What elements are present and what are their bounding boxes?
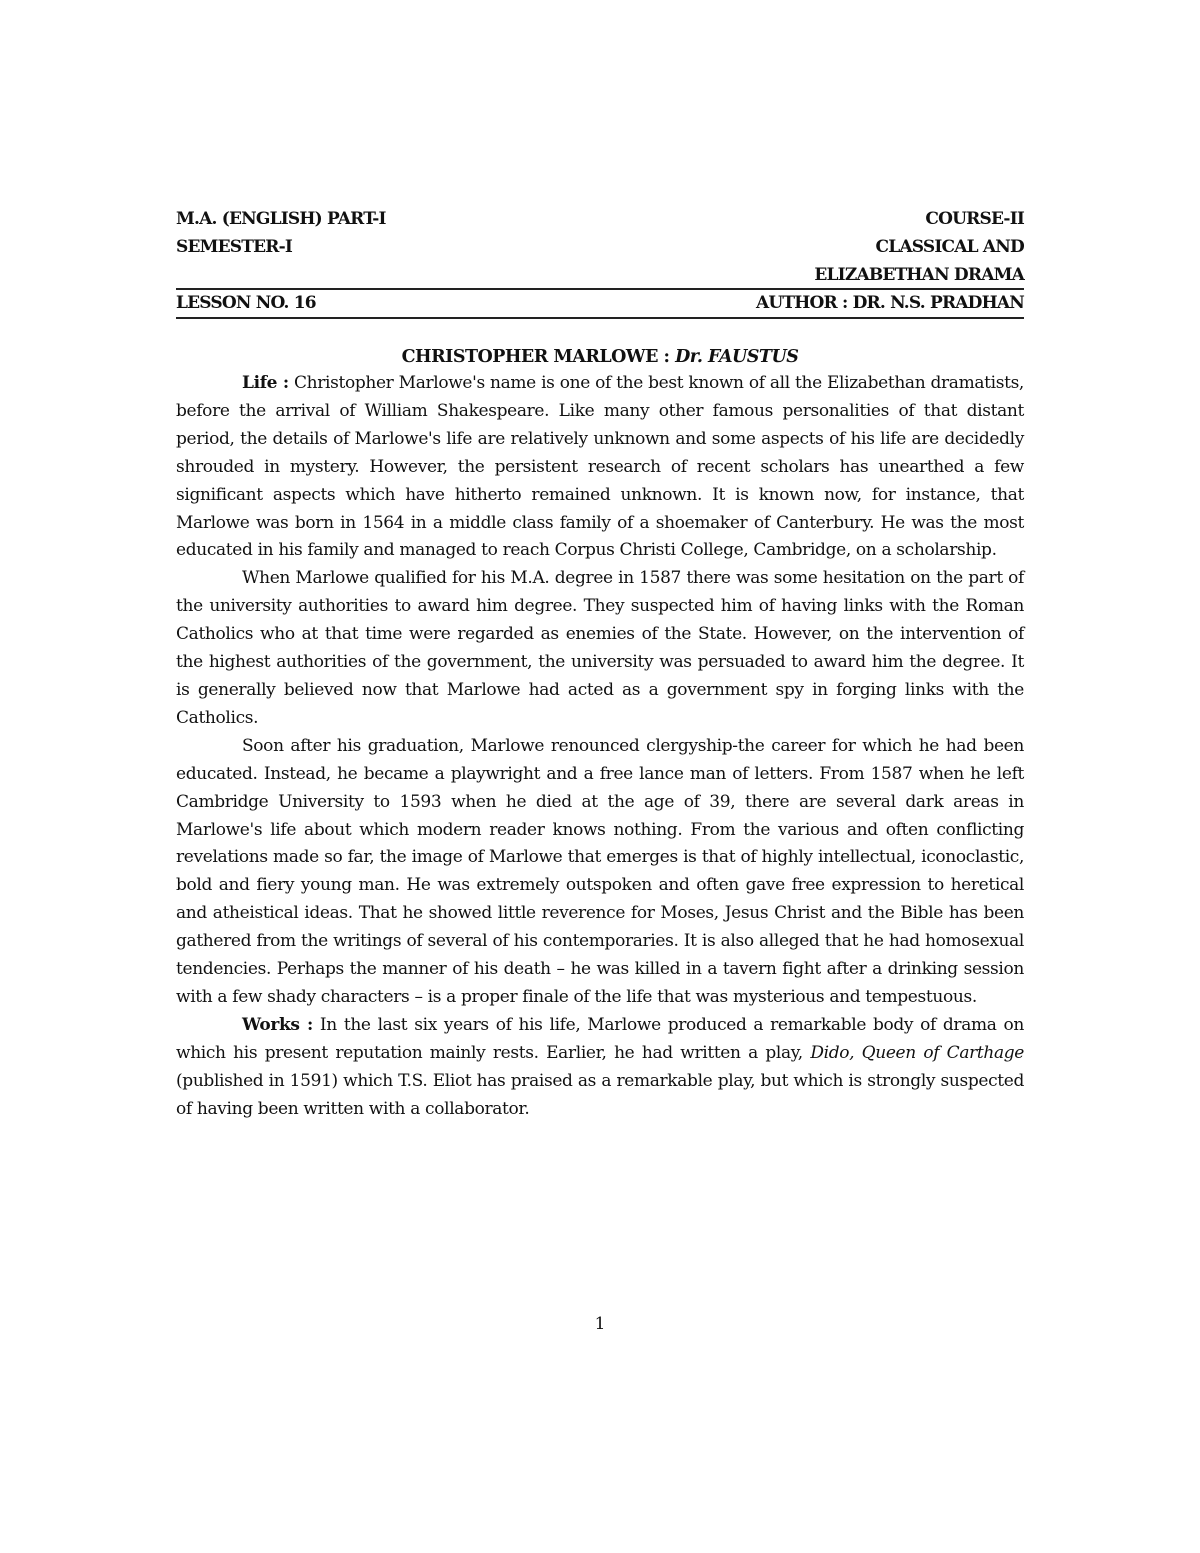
header-row-1 <box>176 205 1024 233</box>
course-title-line-2: ELIZABETHAN DRAMA <box>814 265 1024 285</box>
course-header <box>176 205 1024 289</box>
paragraph-works <box>176 1012 1024 1124</box>
life-heading: Life : <box>242 373 289 393</box>
works-text-after: (published in 1591) which T.S. Eliot has praised as a remarkable play, but which is strongly suspected of having been written with a collaborator. <box>176 1070 1024 1119</box>
author-name: AUTHOR : DR. N.S. PRADHAN <box>756 293 1024 313</box>
works-text-before: In the last six years of his life, Marlowe produced a remarkable body of drama on which his present reputation mainly rests. Earlier, he had written a play, <box>176 1014 1024 1063</box>
title-work: Dr. FAUSTUS <box>675 347 799 367</box>
lesson-title <box>176 343 1024 371</box>
career-text: Soon after his graduation, Marlowe renounced clergyship-the career for which he had been educated. Instead, he became a playwright and a free lance man of letters. From 1587 when he left Cambridge University to 1593 when he died at the age of 39, there are several dark areas in Marlowe's life about which modern reader knows nothing. From the various and often conflicting revelations made so far, the image of Marlowe that emerges is that of highly intellectual, iconoclastic, bold and fiery young man. He was extremely outspoken and often gave free expression to heretical and atheistical ideas. That he showed little reverence for Moses, Jesus Christ and the Bible has been gathered from the writings of several of his contemporaries. It is also alleged that he had homosexual tendencies. Perhaps the manner of his death – he was killed in a tavern fight after a drinking session with a few shady characters – is a proper finale of the life that was mysterious and tempestuous. <box>176 735 1024 1007</box>
title-author: CHRISTOPHER MARLOWE : <box>401 347 676 367</box>
life-text: Christopher Marlowe's name is one of the best known of all the Elizabethan dramatists, before the arrival of William Shakespeare. Like many other famous personalities of that distant period, the details of Marlowe's life are relatively unknown and some aspects of his life are decidedly shrouded in mystery. However, the persistent research of recent scholars has unearthed a few significant aspects which have hitherto remained unknown. It is known now, for instance, that Marlowe was born in 1564 in a middle class family of a shoemaker of Canterbury. He was the most educated in his family and managed to reach Corpus Christi College, Cambridge, on a scholarship. <box>176 373 1024 561</box>
works-heading: Works : <box>242 1014 313 1035</box>
lesson-row <box>176 289 1024 317</box>
paragraph-career <box>176 733 1024 1012</box>
lesson-body <box>176 370 1024 1123</box>
page-number: 1 <box>594 1314 606 1334</box>
paragraph-life <box>176 370 1024 565</box>
play-title: Dido, Queen of Carthage <box>810 1042 1024 1063</box>
semester: SEMESTER-I <box>176 237 293 257</box>
course-program: M.A. (ENGLISH) PART-I <box>176 209 386 229</box>
course-number: COURSE-II <box>925 209 1024 229</box>
header-row-2 <box>176 233 1024 261</box>
header-rule-bottom <box>176 317 1024 319</box>
course-title-line-1: CLASSICAL AND <box>875 237 1024 257</box>
paragraph-degree <box>176 565 1024 732</box>
lesson-number: LESSON NO. 16 <box>176 293 316 313</box>
degree-text: When Marlowe qualified for his M.A. degree in 1587 there was some hesitation on the part of the university authorities to award him degree. They suspected him of having links with the Roman Catholics who at that time were regarded as enemies of the State. However, on the intervention of the highest authorities of the government, the university was persuaded to award him the degree. It is generally believed now that Marlowe had acted as a government spy in forging links with the Catholics. <box>176 568 1024 728</box>
header-row-3 <box>176 261 1024 289</box>
